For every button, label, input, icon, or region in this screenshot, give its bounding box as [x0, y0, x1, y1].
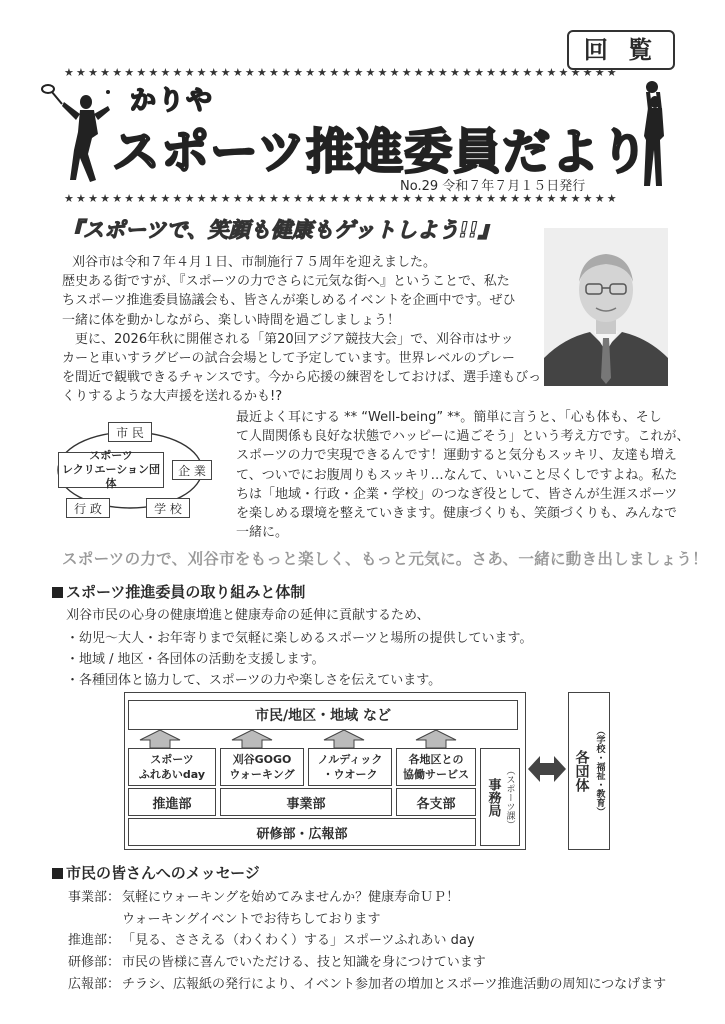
event-line: スポーツ — [150, 753, 194, 766]
slogan: スポーツの力で、刈谷市をもっと楽しく、もっと元気に。さあ、一緒に動き出しましょう！ — [62, 550, 708, 568]
intro-line: 刈谷市は令和７年４月１日、市制施行７５周年を迎えました。 — [72, 255, 437, 270]
star-border-top: ★★★★★★★★★★★★★★★★★★★★★★★★★★★★★★★★★★★★★★★★★★★★★★ — [64, 66, 619, 79]
circle-center-line: スポーツ — [89, 449, 133, 462]
wellbeing-line: を楽しめる環境を整えていきます。健康づくりも、笑顔づくりも、みんなで — [236, 506, 677, 522]
event-sports-fureai-day — [128, 748, 216, 786]
event-district-service — [396, 748, 476, 786]
double-arrow-icon — [528, 756, 566, 782]
message-text: ウォーキングイベントでお待ちしております — [122, 912, 381, 927]
section1-lead: 刈谷市民の心身の健康増進と健康寿命の延伸に貢献するため、 — [66, 608, 430, 623]
square-bullet-icon — [52, 587, 63, 598]
groups-label: 各団体 — [573, 750, 590, 792]
office-label: 事務局 — [485, 777, 501, 817]
kairan-badge: 回 覧 — [567, 30, 675, 70]
bullet-item: ・幼児～大人・お年寄りまで気軽に楽しめるスポーツと場所の提供しています。 — [66, 631, 533, 646]
dept-promotion: 推進部 — [128, 788, 216, 816]
intro-line: を間近で観戦できるチャンスです。今から応援の練習をしておけば、選手達もびっ — [62, 370, 542, 386]
wellbeing-line: 最近よく耳にする ** “Well-being” **。簡単に言うと、「心も体も、そし — [236, 410, 662, 425]
intro-line: 一緒に体を動かしながら、楽しい時間を過ごしましょう！ — [62, 312, 401, 328]
circle-node-companies: 企 業 — [172, 460, 212, 480]
section-title-text: スポーツ推進委員の取り組みと体制 — [66, 583, 306, 601]
intro-line: 更に、2026年秋に開催される「第20回アジア競技大会」で、刈谷市はサッ — [62, 331, 514, 347]
intro-line: くりするような大声援を送れるかも!? — [62, 389, 283, 405]
issue-number: No.29 — [400, 179, 439, 194]
event-line: ノルディック — [317, 753, 383, 766]
event-line: ・ウオーク — [322, 768, 378, 781]
message-key-promotion: 推進部： — [68, 933, 121, 948]
intro-line: 歴史ある街ですが、『スポーツの力でさらに元気な街へ』ということで、私た — [62, 274, 510, 290]
wellbeing-line: ちは「地域・行政・企業・学校」のつなぎ役として、皆さんが生涯スポーツ — [236, 486, 678, 502]
intro-line: カーと車いすラグビーの試合会場として予定しています。世界レベルのプレー — [62, 351, 515, 367]
dept-training-pr: 研修部・広報部 — [128, 818, 476, 846]
event-line: 協働サービス — [403, 768, 469, 781]
groups-sub-label: （学校・福祉・教育） — [594, 726, 605, 816]
intro-line: ちスポーツ推進委員協議会も、皆さんが楽しめるイベントを企画中です。ぜひ — [62, 293, 516, 309]
event-line: ふれあいday — [138, 768, 206, 781]
message-text: 気軽にウォーキングを始めてみませんか？健康寿命ＵＰ！ — [122, 890, 460, 905]
wellbeing-line: スポーツの力で実現できるんです！運動すると気分もスッキリ、友達も増え — [236, 448, 677, 464]
dept-branches: 各支部 — [396, 788, 476, 816]
message-key-training: 研修部： — [68, 955, 121, 970]
office-sub-label: （スポーツ課） — [504, 765, 515, 829]
dept-events: 事業部 — [220, 788, 392, 816]
message-text: 「見る、ささえる（わくわく）する」スポーツふれあい day — [122, 933, 475, 948]
org-top-citizens: 市民/地区・地域 など — [128, 700, 518, 730]
event-nordic-walk — [308, 748, 392, 786]
message-key-pr: 広報部： — [68, 977, 121, 992]
wellbeing-paragraph — [236, 408, 690, 542]
event-line: ウォーキング — [229, 768, 295, 781]
portrait-photo — [544, 228, 668, 386]
event-line: 刈谷GOGO — [232, 753, 292, 766]
message-text: チラシ、広報紙の発行により、イベント参加者の増加とスポーツ推進活動の周知につなげます — [122, 977, 667, 992]
message-key-events: 事業部： — [68, 890, 121, 905]
headline: 『スポーツで、笑顔も健康もゲットしよう!!』 — [62, 218, 500, 242]
event-line: 各地区との — [408, 753, 464, 766]
up-arrows — [130, 730, 480, 748]
intro-paragraph — [62, 253, 542, 407]
message-text: 市民の皆様に喜んでいただける、技と知識を身につけています — [122, 955, 486, 970]
circle-node-government: 行 政 — [66, 498, 110, 518]
wellbeing-line: て人間関係も良好な状態でハッピーに過ごそう」という考え方です。これが、 — [236, 429, 690, 445]
star-border-bottom: ★★★★★★★★★★★★★★★★★★★★★★★★★★★★★★★★★★★★★★★★★★★★★★ — [64, 192, 619, 205]
section-title-activities — [52, 581, 305, 602]
newsletter-title: スポーツ推進委員だより — [112, 124, 650, 180]
title-kariya: かりや — [130, 86, 215, 116]
issue-date: 令和７年７月１５日発行 — [442, 179, 586, 194]
section-title-text: 市民の皆さんへのメッセージ — [66, 864, 260, 882]
circle-node-center — [58, 449, 164, 490]
bullet-item: ・地域 / 地区・各団体の活動を支援します。 — [66, 652, 325, 667]
org-other-groups — [568, 692, 610, 850]
event-gogo-walking — [220, 748, 304, 786]
circle-center-line: レクリエーション団体 — [61, 463, 161, 490]
section-title-messages — [52, 862, 260, 883]
wellbeing-line: て、ついでにお腹周りもスッキリ…なんて、いいこと尽くしですよね。私た — [236, 467, 678, 483]
org-office — [480, 748, 520, 846]
wellbeing-line: 一緒に。 — [236, 525, 289, 541]
circle-node-citizens: 市 民 — [108, 422, 152, 442]
circle-node-schools: 学 校 — [146, 498, 190, 518]
bullet-item: ・各種団体と協力して、スポーツの力や楽しさを伝えています。 — [66, 673, 442, 688]
square-bullet-icon — [52, 868, 63, 879]
issue-info — [400, 175, 585, 194]
badminton-player-illustration — [36, 84, 116, 192]
